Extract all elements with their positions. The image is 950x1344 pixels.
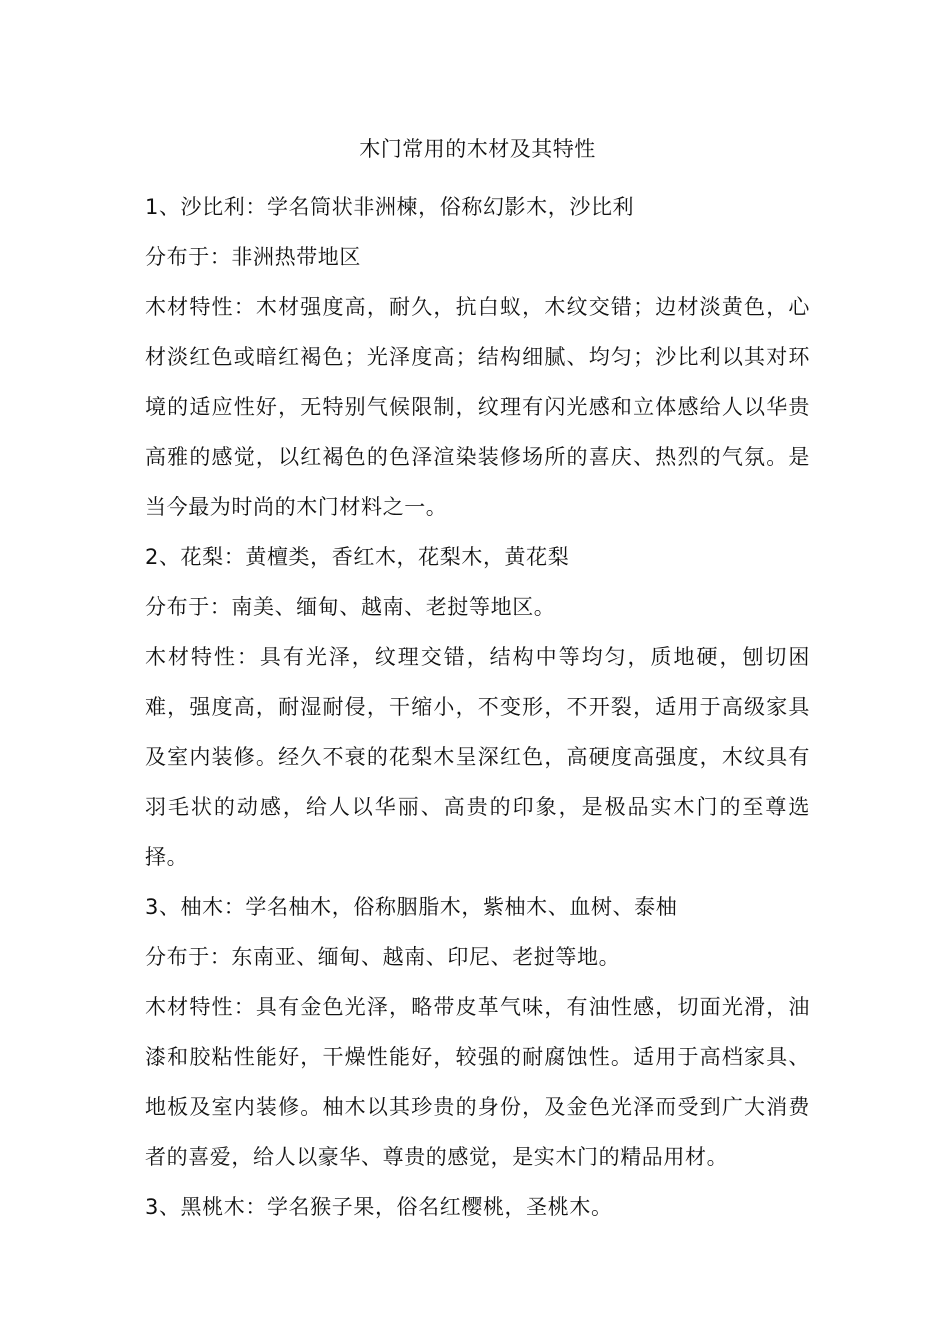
paragraph-teak-properties: 木材特性：具有金色光泽，略带皮革气味，有油性感，切面光滑，油漆和胶粘性能好，干燥性能好，较强的耐腐蚀性。适用于高档家具、地板及室内装修。柚木以其珍贵的身份，及金色光泽而受到广大消费者的喜爱，给人以豪华、尊贵的感觉，是实木门的精品用材。	[145, 995, 810, 1169]
paragraph-rosewood-distribution: 分布于：南美、缅甸、越南、老挝等地区。	[145, 595, 556, 619]
paragraph-black-walnut-heading: 3、黑桃木：学名猴子果，俗名红樱桃，圣桃木。	[145, 1195, 613, 1219]
paragraph-teak-distribution: 分布于：东南亚、缅甸、越南、印尼、老挝等地。	[145, 945, 621, 969]
paragraph-rosewood-heading: 2、花梨：黄檀类，香红木，花梨木，黄花梨	[145, 545, 570, 569]
paragraph-sapele-heading: 1、沙比利：学名筒状非洲楝，俗称幻影木，沙比利	[145, 195, 635, 219]
document-title: 木门常用的木材及其特性	[359, 137, 596, 161]
paragraph-sapele-properties: 木材特性：木材强度高，耐久，抗白蚁，木纹交错；边材淡黄色，心材淡红色或暗红褐色；光泽度高；结构细腻、均匀；沙比利以其对环境的适应性好，无特别气候限制，纹理有闪光感和立体感给人以华贵高雅的感觉，以红褐色的色泽渲染装修场所的喜庆、热烈的气氛。是当今最为时尚的木门材料之一。	[145, 295, 810, 519]
document-page	[145, 132, 810, 1232]
paragraph-teak-heading: 3、柚木：学名柚木，俗称胭脂木，紫柚木、血树、泰柚	[145, 895, 678, 919]
paragraph-rosewood-properties: 木材特性：具有光泽，纹理交错，结构中等均匀，质地硬，刨切困难，强度高，耐湿耐侵，干缩小，不变形，不开裂，适用于高级家具及室内装修。经久不衰的花梨木呈深红色，高硬度高强度，木纹具有羽毛状的动感，给人以华丽、高贵的印象，是极品实木门的至尊选择。	[145, 645, 810, 869]
paragraph-sapele-distribution: 分布于：非洲热带地区	[145, 245, 361, 269]
